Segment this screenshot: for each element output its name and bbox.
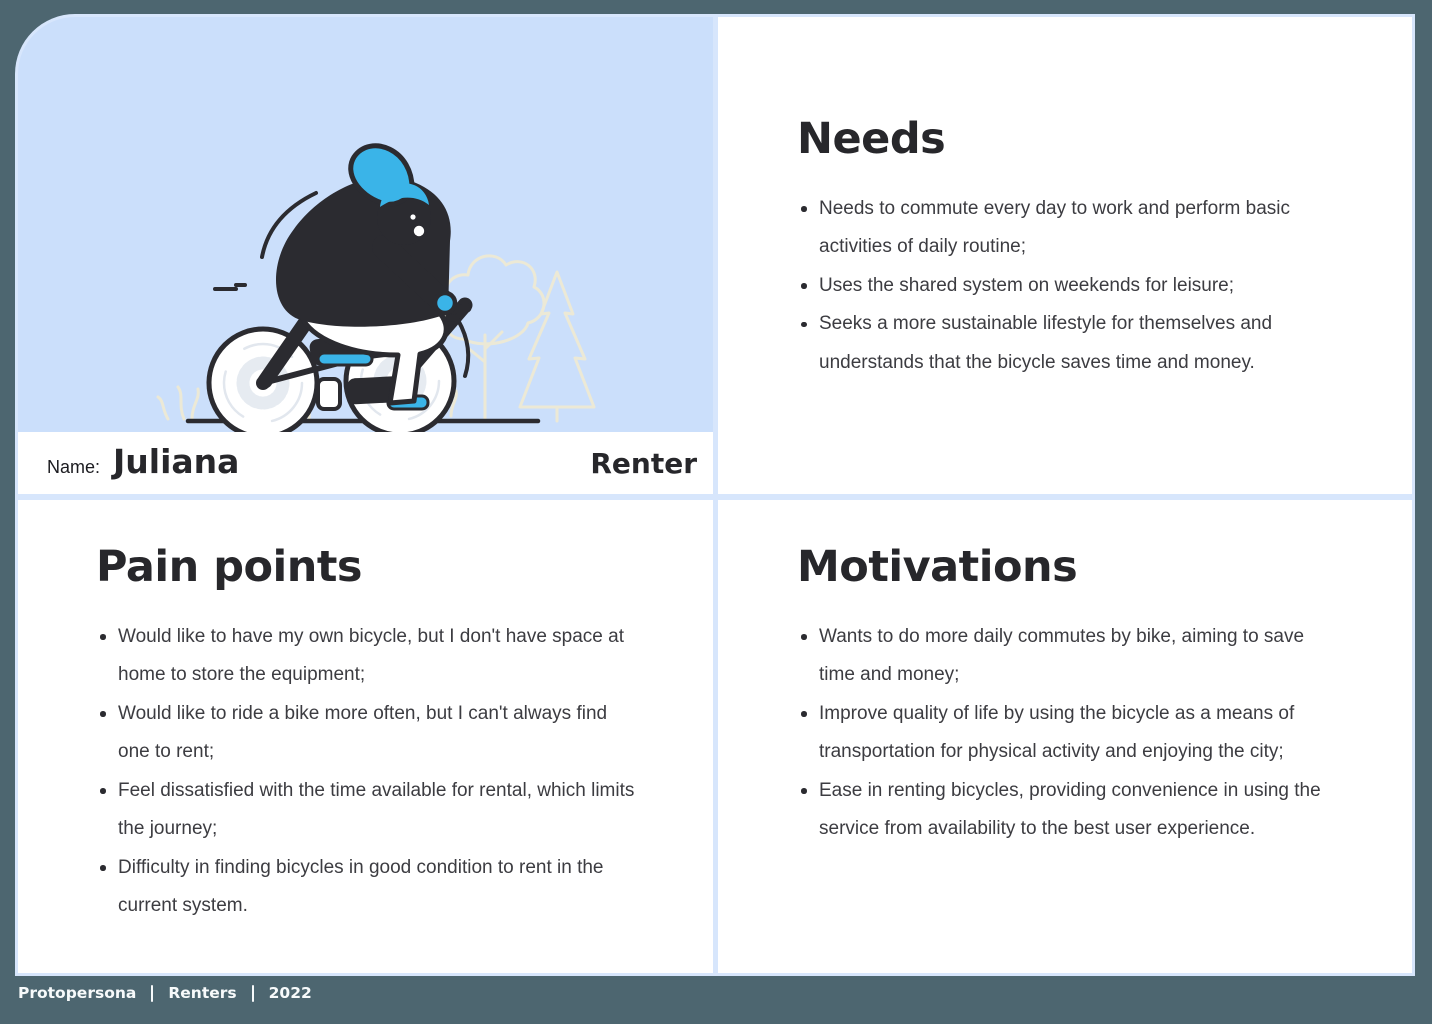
list-item xyxy=(797,618,1337,695)
footer-separator xyxy=(252,985,254,1002)
list-item xyxy=(797,190,1337,267)
footer-separator xyxy=(151,985,153,1002)
needs-list xyxy=(797,190,1337,383)
front-motion-arc xyxy=(458,320,468,376)
list-item xyxy=(96,618,636,695)
list-item xyxy=(96,772,636,849)
footer-item-year: 2022 xyxy=(268,984,312,1002)
persona-role: Renter xyxy=(590,447,697,480)
list-item-text: Would like to have my own bicycle, but I don't have space at home to store the equipment; xyxy=(118,625,624,686)
bullet-dot xyxy=(100,865,106,871)
bullet-dot xyxy=(801,283,807,289)
list-item xyxy=(96,695,636,772)
bullet-dot xyxy=(801,788,807,794)
list-item-text: Needs to commute every day to work and perform basic activities of daily routine; xyxy=(819,197,1290,258)
persona-card xyxy=(15,14,1415,976)
list-item-text: Feel dissatisfied with the time available for rental, which limits the journey; xyxy=(118,779,635,840)
footer-item-protopersona: Protopersona xyxy=(18,984,137,1002)
list-item xyxy=(96,849,636,926)
speed-dash xyxy=(215,285,245,289)
list-item-text: Improve quality of life by using the bicycle as a means of transportation for physical activity and enjoying the city; xyxy=(819,702,1295,763)
list-item-text: Seeks a more sustainable lifestyle for themselves and understands that the bicycle saves time and money. xyxy=(819,313,1273,373)
list-item xyxy=(797,772,1337,849)
bullet-dot xyxy=(100,634,106,640)
footer-item-renters: Renters xyxy=(168,984,237,1002)
bullet-dot xyxy=(801,206,807,212)
list-item-text: Ease in renting bicycles, providing convenience in using the service from availability to the best user experience. xyxy=(819,779,1321,840)
bullet-dot xyxy=(801,711,807,717)
list-item xyxy=(797,267,1337,306)
list-item-text: Would like to ride a bike more often, but I can't always find one to rent; xyxy=(118,702,608,763)
persona-name: Juliana xyxy=(113,442,240,481)
motivations-title: Motivations xyxy=(797,542,1078,592)
rider-hand xyxy=(435,293,455,313)
list-item-text: Wants to do more daily commutes by bike, aiming to save time and money; xyxy=(819,625,1305,686)
bullet-dot xyxy=(100,788,106,794)
persona-illustration-panel xyxy=(18,17,713,432)
motivations-list xyxy=(797,618,1337,849)
needs-title: Needs xyxy=(797,114,946,164)
list-item-text: Difficulty in finding bicycles in good condition to rent in the current system. xyxy=(118,856,604,917)
bullet-dot xyxy=(100,711,106,717)
name-label: Name: xyxy=(47,457,101,477)
bullet-dot xyxy=(801,322,807,328)
list-item xyxy=(797,695,1337,772)
pain-points-list xyxy=(96,618,636,926)
footer xyxy=(18,981,312,1005)
bullet-dot xyxy=(801,634,807,640)
section-needs xyxy=(718,17,1412,494)
list-item xyxy=(797,305,1337,382)
section-pain-points xyxy=(18,500,713,973)
list-item-text: Uses the shared system on weekends for leisure; xyxy=(819,274,1235,296)
cyclist-on-bicycle-illustration xyxy=(18,17,713,432)
pain-points-title: Pain points xyxy=(96,542,363,592)
name-bar xyxy=(18,432,713,494)
section-motivations xyxy=(718,500,1412,973)
